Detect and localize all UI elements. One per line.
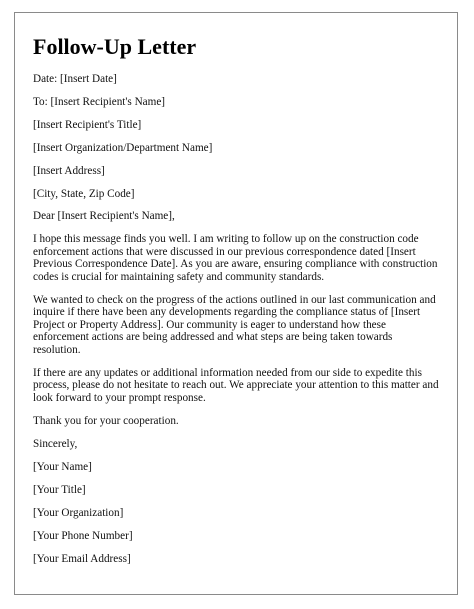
body-paragraph: I hope this message finds you well. I am writing to follow up on the construction code enforcement actions that were discussed in our previous correspondence dated [Insert Previous Correspondence Date]. As you are aware, ensuring compliance with construction codes is crucial for maintaining safety and community standards. [33, 233, 438, 283]
letter-content [33, 33, 439, 576]
organization-line: [Insert Organization/Department Name] [33, 141, 213, 154]
signature-title: [Your Title] [33, 483, 86, 496]
recipient-title-line: [Insert Recipient's Title] [33, 118, 142, 131]
body-paragraph: If there are any updates or additional information needed from our side to expedite this process, please do not hesitate to reach out. We appreciate your attention to this matter and look forward to your prompt response. [33, 367, 439, 404]
closing: Sincerely, [33, 438, 78, 451]
letter-title: Follow-Up Letter [33, 34, 197, 59]
address-line: [Insert Address] [33, 164, 105, 177]
recipient-name-line: To: [Insert Recipient's Name] [33, 95, 166, 108]
date-line: Date: [Insert Date] [33, 73, 117, 85]
signature-name: [Your Name] [33, 461, 92, 474]
signature-organization: [Your Organization] [33, 506, 124, 519]
signature-phone: [Your Phone Number] [33, 529, 133, 542]
thank-you-line: Thank you for your cooperation. [33, 415, 179, 428]
salutation: Dear [Insert Recipient's Name], [33, 210, 175, 223]
body-paragraph: We wanted to check on the progress of the actions outlined in our last communication and inquire if there have been any developments regarding the compliance status of [Insert Project or Property Address]. Our community is eager to understand how these enforcement actions are being addressed and what steps are being taken towards resolution. [33, 293, 436, 356]
signature-email: [Your Email Address] [33, 552, 131, 565]
city-state-zip-line: [City, State, Zip Code] [33, 187, 135, 200]
letter-page [14, 12, 458, 595]
